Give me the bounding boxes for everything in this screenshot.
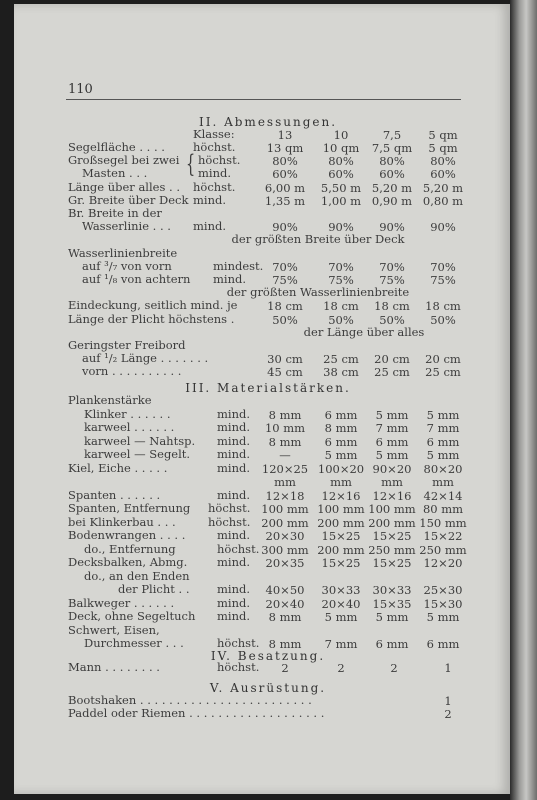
row-value: 15×30 (423, 596, 463, 611)
row-qualifier: höchst. (193, 140, 236, 154)
row-value: 5 mm (426, 610, 460, 624)
row-value: 0,90 m (371, 193, 413, 208)
row-value: 250 mm (419, 542, 467, 557)
row-value: 80×20 (423, 461, 463, 476)
row-value: 90% (430, 220, 456, 235)
row-value: 80% (272, 154, 298, 169)
row-qualifier: mindest. (213, 258, 264, 273)
row-qualifier: mind. (217, 447, 251, 461)
row-qualifier: mind. (217, 528, 251, 542)
row-value: 8 mm (324, 421, 358, 435)
row-value: 60% (430, 167, 456, 182)
row-value: 12×20 (423, 556, 463, 570)
row-value: mm (432, 475, 454, 489)
row-label: Gr. Breite über Deck (68, 192, 189, 207)
row-value: 100 mm (368, 502, 416, 516)
row-value: 5 mm (426, 407, 460, 422)
row-value: 200 mm (368, 515, 416, 530)
row-value: 70% (379, 259, 405, 274)
row-label: der Länge über alles (303, 324, 425, 339)
row-value: 50% (272, 312, 298, 327)
row-value: 6 mm (375, 434, 409, 449)
row-qualifier: mind. (217, 406, 251, 421)
row-qualifier: mind. (213, 272, 247, 286)
row-value: 80% (430, 154, 456, 169)
row-value: 90% (328, 220, 354, 235)
row-value: 38 cm (323, 365, 359, 380)
row-value: 6 mm (426, 434, 460, 449)
row-value: 75% (379, 273, 405, 287)
row-value: 5 mm (324, 610, 358, 624)
row-value: 45 cm (267, 365, 303, 380)
row-value: 18 cm (374, 299, 410, 314)
row-value: 75% (272, 273, 298, 287)
row-qualifier: mind. (217, 609, 251, 623)
row-value: 5 mm (324, 448, 358, 462)
row-value: 25 cm (425, 365, 461, 380)
row-qualifier: mind. (217, 487, 251, 502)
row-label: bei Klinkerbau . . . (68, 514, 176, 529)
row-value: 15×35 (372, 596, 412, 611)
row-value: 18 cm (425, 299, 461, 314)
row-label: Balkweger . . . . . . (68, 595, 175, 610)
crew-col-1: 2 (281, 661, 289, 675)
row-qualifier: höchst. (193, 179, 236, 194)
row-value: 50% (328, 312, 354, 327)
crew-qualifier: höchst. (217, 660, 260, 674)
row-qualifier: mind. (217, 433, 251, 448)
row-label: Wasserlinienbreite (68, 245, 178, 260)
row-value: 12×18 (265, 488, 305, 503)
klasse-label: Klasse: (193, 127, 235, 141)
row-label: auf ¹/₂ Länge . . . . . . . (82, 351, 209, 366)
row-value: 70% (328, 259, 354, 274)
row-value: 100 mm (317, 502, 365, 516)
section-heading-ausruestung: V. Ausrüstung. (209, 681, 327, 695)
row-value: 20×35 (265, 556, 305, 570)
row-label: karweel — Segelt. (84, 447, 191, 461)
row-label: Br. Breite in der (68, 206, 162, 220)
row-label: Eindeckung, seitlich mind. je (68, 298, 238, 313)
row-value: 18 cm (323, 299, 359, 314)
row-label: Bodenwrangen . . . . (68, 528, 186, 542)
crew-col-4: 1 (444, 661, 452, 675)
row-label: Schwert, Eisen, (68, 622, 160, 637)
row-qualifier: mind. (217, 582, 251, 596)
row-value: 15×25 (372, 556, 412, 570)
row-value: 20×40 (265, 596, 305, 611)
row-value: 200 mm (261, 515, 309, 530)
row-value: 8 mm (268, 637, 302, 651)
page-number: 110 (68, 82, 93, 97)
row-value: 6 mm (426, 637, 460, 651)
row-value: 70% (272, 259, 298, 274)
row-value: 90×20 (372, 461, 412, 476)
row-value: 80% (328, 154, 354, 169)
row-value: mm (274, 475, 296, 489)
row-label: Spanten, Entfernung (68, 501, 191, 515)
row-value: 15×25 (321, 556, 361, 570)
row-value: 6 mm (324, 407, 358, 422)
row-value: 5 mm (375, 407, 409, 422)
row-label: Segelfläche . . . . (68, 140, 165, 154)
crew-col-3: 2 (390, 661, 398, 675)
row-value: 25 cm (374, 365, 410, 380)
row-value: 8 mm (268, 610, 302, 624)
row-value: 50% (379, 312, 405, 327)
row-value: 200 mm (317, 542, 365, 557)
row-value: 5 mm (375, 448, 409, 462)
row-value: 15×25 (321, 529, 361, 543)
row-value: 150 mm (419, 515, 467, 530)
klasse-col-3: 7,5 (382, 128, 402, 142)
row-value: 7 mm (375, 421, 409, 435)
row-value: 20 cm (374, 352, 410, 367)
equip-label-bootshaken: Bootshaken . . . . . . . . . . . . . . . . . . . . . . . . (68, 693, 312, 707)
row-value: 12×16 (321, 488, 361, 503)
row-value: 90% (272, 220, 298, 235)
row-value: 1,00 m (320, 193, 362, 208)
row-label: Wasserlinie . . . (82, 219, 171, 234)
klasse-col-4: 5 qm (428, 128, 458, 142)
row-value: 5,50 m (320, 180, 362, 195)
row-value: 7 mm (324, 637, 358, 651)
header-rule (66, 99, 461, 100)
section-heading-besatzung: IV. Besatzung. (210, 649, 326, 663)
row-label: auf ³/₇ von vorn (82, 258, 172, 273)
row-qualifier: höchst. (198, 153, 241, 168)
row-qualifier: höchst. (217, 636, 260, 650)
row-value: 5 mm (375, 610, 409, 624)
row-label: Plankenstärke (68, 393, 152, 407)
row-label: der Plicht . . (118, 582, 190, 596)
row-qualifier: höchst. (208, 514, 251, 529)
row-label: Klinker . . . . . . (84, 406, 171, 421)
row-value: 15×25 (372, 529, 412, 543)
row-value: 30×33 (321, 583, 361, 597)
row-label: Decksbalken, Abmg. (68, 555, 188, 569)
row-value: 20×30 (265, 529, 305, 543)
row-value: 12×16 (372, 488, 412, 503)
row-value: 20 cm (425, 352, 461, 367)
row-qualifier: höchst. (208, 501, 251, 515)
row-value: 6 mm (324, 434, 358, 449)
equip-label-paddel: Paddel oder Riemen . . . . . . . . . . . . . . . . . . . (68, 706, 325, 720)
row-qualifier: mind. (217, 595, 251, 610)
row-value: 7 mm (426, 421, 460, 435)
klasse-col-2: 10 (333, 128, 349, 142)
row-value: 200 mm (317, 515, 365, 530)
row-value: 25×30 (423, 583, 463, 597)
row-value: 25 cm (323, 352, 359, 367)
row-label: Spanten . . . . . . (68, 487, 161, 502)
crew-label: Mann . . . . . . . . (68, 660, 160, 674)
row-value: 6,00 m (264, 180, 306, 195)
row-value: 7,5 qm (371, 141, 413, 155)
row-value: 6 mm (375, 637, 409, 651)
row-value: 10 qm (322, 141, 360, 155)
equip-value-paddel: 2 (444, 707, 452, 721)
row-value: 75% (328, 273, 354, 287)
row-qualifier: mind. (198, 166, 232, 181)
row-qualifier: mind. (217, 555, 251, 569)
section-heading-materialstaerken: III. Materialstärken. (185, 381, 351, 395)
row-qualifier: mind. (217, 420, 251, 434)
row-qualifier: höchst. (217, 541, 260, 556)
row-value: 300 mm (261, 542, 309, 557)
row-label: der größten Wasserlinienbreite (226, 285, 410, 300)
row-value: 70% (430, 259, 456, 274)
row-value: 40×50 (265, 583, 305, 597)
row-value: 20×40 (321, 596, 361, 611)
row-label: Länge der Plicht höchstens . (68, 311, 235, 326)
row-value: 80% (379, 154, 405, 169)
row-value: 30×33 (372, 583, 412, 597)
row-value: — (279, 448, 291, 462)
row-value: mm (330, 475, 352, 489)
row-value: 80 mm (422, 502, 464, 516)
row-value: 8 mm (268, 434, 302, 449)
row-value: 42×14 (423, 488, 463, 503)
row-value: 18 cm (267, 299, 303, 314)
row-qualifier: mind. (193, 219, 227, 234)
brace-mark: { (186, 150, 196, 178)
row-value: 50% (430, 312, 456, 327)
book-edge (510, 0, 537, 800)
row-label: auf ¹/₈ von achtern (82, 272, 191, 286)
row-value: 100 mm (261, 502, 309, 516)
row-label: Masten . . . (82, 166, 148, 181)
section-heading-abmessungen: II. Abmessungen. (198, 115, 338, 129)
klasse-col-1: 13 (277, 128, 293, 142)
row-value: mm (381, 475, 403, 489)
row-value: 75% (430, 273, 456, 287)
row-label: do., Entfernung (84, 541, 176, 556)
row-label: Deck, ohne Segeltuch (68, 609, 196, 623)
row-value: 0,80 m (422, 193, 464, 208)
row-label: do., an den Enden (84, 568, 190, 583)
row-value: 5,20 m (371, 180, 413, 195)
row-label: Durchmesser . . . (84, 636, 184, 650)
row-value: 120×25 (261, 461, 309, 476)
row-label: der größten Breite über Deck (231, 232, 405, 247)
row-value: 13 qm (266, 141, 304, 155)
row-label: karweel — Nahtsp. (84, 433, 196, 448)
row-qualifier: mind. (193, 192, 227, 207)
row-value: 8 mm (268, 407, 302, 422)
row-value: 5,20 m (422, 180, 464, 195)
row-value: 5 qm (428, 141, 458, 155)
row-value: 10 mm (264, 421, 306, 435)
row-value: 60% (272, 167, 298, 182)
row-label: Großsegel bei zwei (68, 153, 180, 168)
row-label: Geringster Freibord (68, 338, 186, 352)
row-qualifier: mind. (217, 460, 251, 475)
row-value: 100×20 (317, 461, 365, 476)
row-value: 60% (379, 167, 405, 182)
row-label: Kiel, Eiche . . . . . (68, 460, 168, 475)
row-value: 250 mm (368, 542, 416, 557)
row-label: karweel . . . . . . (84, 420, 175, 434)
row-value: 5 mm (426, 448, 460, 462)
row-value: 90% (379, 220, 405, 235)
row-value: 60% (328, 167, 354, 182)
row-value: 30 cm (267, 352, 303, 367)
crew-col-2: 2 (337, 661, 345, 675)
row-label: vorn . . . . . . . . . . (82, 364, 182, 379)
equip-value-bootshaken: 1 (444, 694, 452, 708)
row-value: 15×22 (423, 529, 463, 543)
row-value: 1,35 m (264, 193, 306, 208)
row-label: Länge über alles . . (68, 179, 180, 194)
